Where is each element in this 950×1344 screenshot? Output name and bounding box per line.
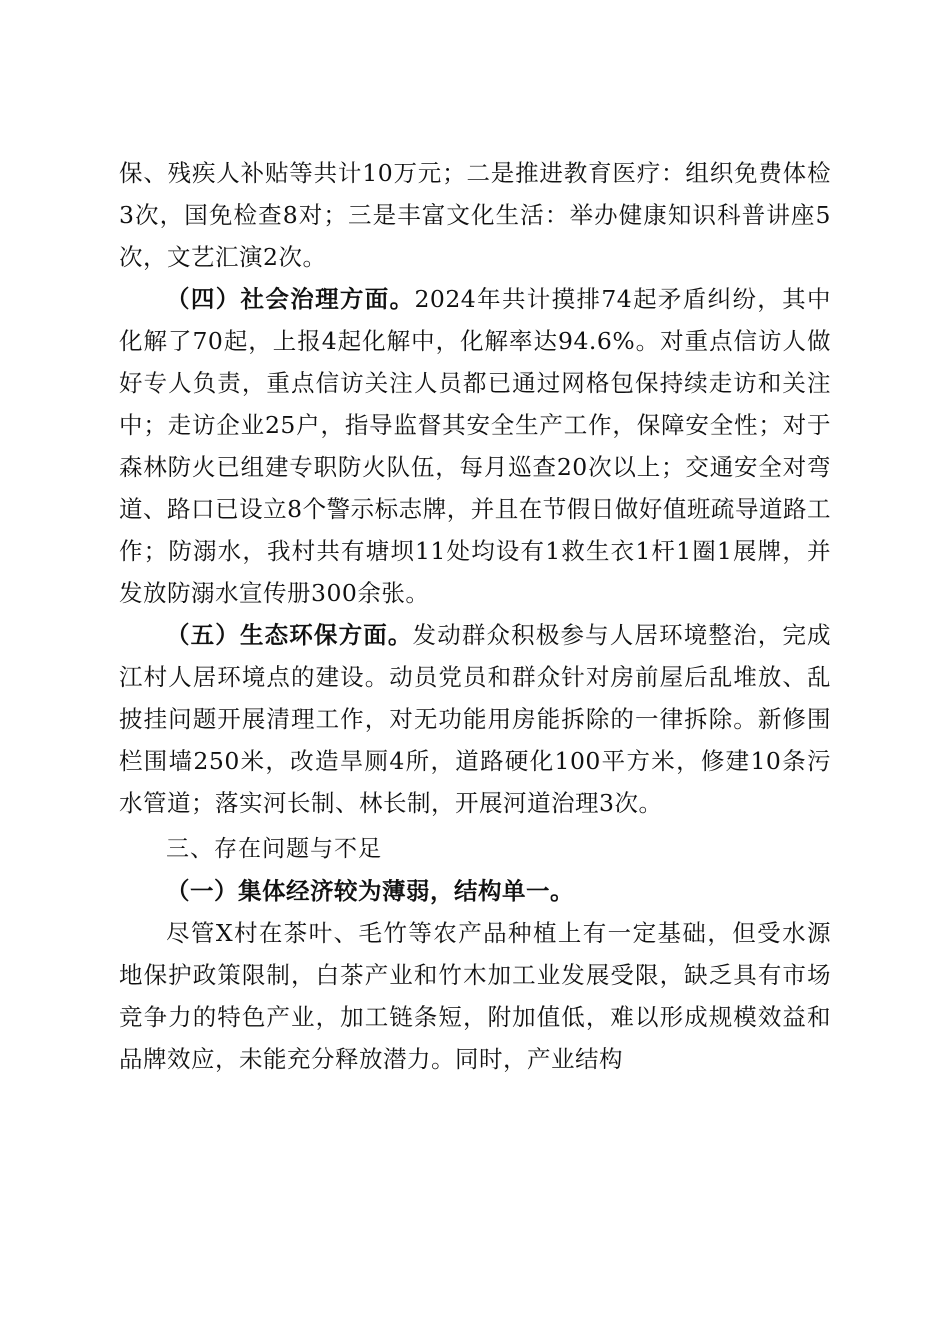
paragraph-ecology bbox=[119, 614, 831, 824]
section-lead-ecology: （五）生态环保方面。 bbox=[166, 621, 413, 649]
paragraph-body-social-governance: 2024年共计摸排74起矛盾纠纷，其中化解了70起，上报4起化解中，化解率达94.6%。对重点信访人做好专人负责，重点信访关注人员都已通过网格包保持续走访和关注中；走访企业25户，指导监督其安全生产工作，保障安全性；对于森林防火已组建专职防火队伍，每月巡查20次以上；交通安全对弯道、路口已设立8个警示标志牌，并且在节假日做好值班疏导道路工作；防溺水，我村共有塘坝11处均设有1救生衣1杆1圈1展牌，并发放防溺水宣传册300余张。 bbox=[119, 285, 831, 607]
paragraph-collective-economy: 尽管X村在茶叶、毛竹等农产品种植上有一定基础，但受水源地保护政策限制，白茶产业和竹木加工业发展受限，缺乏具有市场竞争力的特色产业，加工链条短，附加值低，难以形成规模效益和品牌效应，未能充分释放潜力。同时，产业结构 bbox=[119, 919, 831, 1073]
paragraph-social-governance bbox=[119, 278, 831, 614]
document-page bbox=[119, 152, 831, 1080]
paragraph-body-ecology: 发动群众积极参与人居环境整治，完成江村人居环境点的建设。动员党员和群众针对房前屋后乱堆放、乱披挂问题开展清理工作，对无功能用房能拆除的一律拆除。新修围栏围墙250米，改造旱厕4所，道路硬化100平方米，修建10条污水管道；落实河长制、林长制，开展河道治理3次。 bbox=[119, 621, 832, 817]
section-heading-problems: 三、存在问题与不足 bbox=[166, 836, 382, 862]
section-lead-social-governance: （四）社会治理方面。 bbox=[166, 285, 415, 313]
subheading-collective-economy: （一）集体经济较为薄弱，结构单一。 bbox=[166, 877, 574, 905]
paragraph-continued: 保、残疾人补贴等共计10万元；二是推进教育医疗：组织免费体检3次，国免检查8对；三是丰富文化生活：举办健康知识科普讲座5次，文艺汇演2次。 bbox=[119, 159, 831, 271]
